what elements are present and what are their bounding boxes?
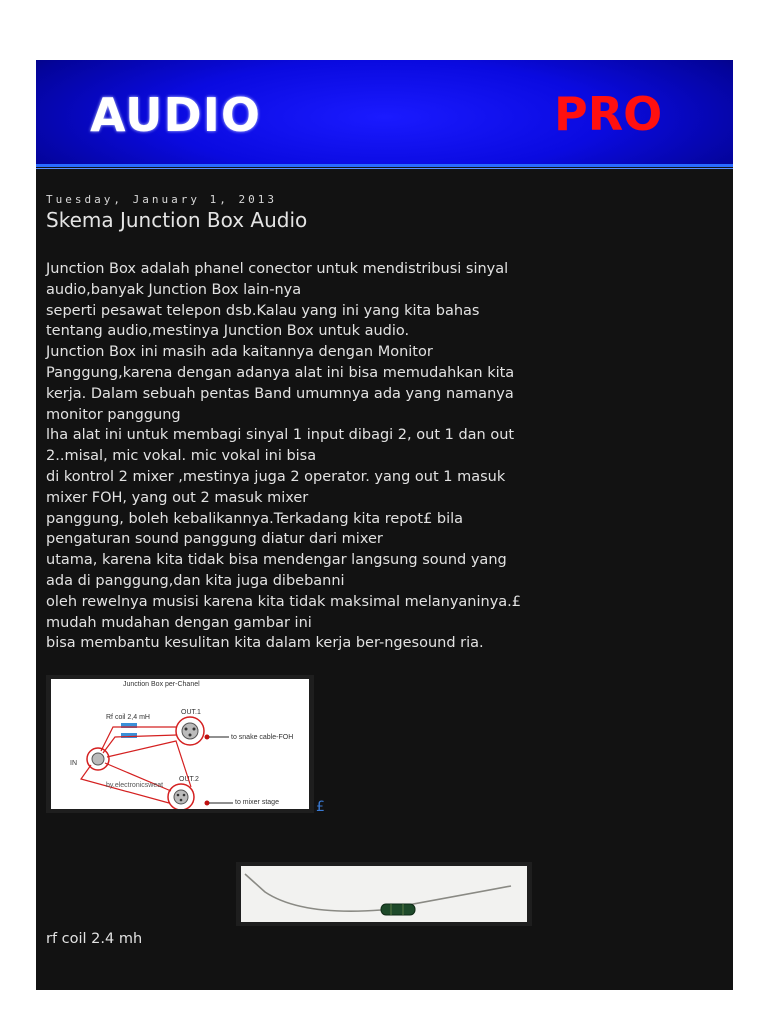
diagram-title: Junction Box per-Chanel bbox=[123, 681, 200, 688]
diagram-credit: by.electronicsweat bbox=[106, 782, 164, 789]
diagram-rf-coil-label: Rf coil 2,4 mH bbox=[106, 714, 150, 721]
post-line: lha alat ini untuk membagi sinyal 1 input dibagi 2, out 1 dan out bbox=[46, 427, 515, 444]
header-banner bbox=[36, 60, 733, 164]
post-line: kerja. Dalam sebuah pentas Band umumnya ada yang namanya bbox=[46, 385, 514, 402]
rf-coil-icon bbox=[241, 866, 527, 922]
junction-box-diagram bbox=[51, 679, 309, 809]
post-line: oleh rewelnya musisi karena kita tidak maksimal melanyaninya.£ bbox=[46, 593, 522, 610]
rf-coil-photo[interactable] bbox=[236, 862, 532, 926]
post-line: pengaturan sound panggung diatur dari mixer bbox=[46, 531, 383, 548]
post-line: Panggung,karena dengan adanya alat ini bisa memudahkan kita bbox=[46, 364, 515, 381]
post-line: tentang audio,mestinya Junction Box untuk audio. bbox=[46, 323, 410, 340]
post-line: audio,banyak Junction Box lain-nya bbox=[46, 281, 302, 298]
post-title[interactable]: Skema Junction Box Audio bbox=[46, 208, 308, 232]
post-line: Junction Box adalah phanel conector untuk mendistribusi sinyal bbox=[46, 261, 509, 277]
post-line: 2..misal, mic vokal. mic vokal ini bisa bbox=[46, 448, 317, 465]
post-line: Junction Box ini masih ada kaitannya dengan Monitor bbox=[46, 344, 433, 361]
rf-coil-caption: rf coil 2.4 mh bbox=[46, 931, 143, 947]
post-line: mixer FOH, yang out 2 masuk mixer bbox=[46, 489, 309, 506]
diagram-stage-label: to mixer stage bbox=[235, 799, 279, 806]
image-link[interactable]: £ bbox=[316, 799, 325, 815]
diagram-out1-label: OUT.1 bbox=[181, 709, 201, 716]
post-line: monitor panggung bbox=[46, 406, 181, 423]
post-body bbox=[46, 259, 546, 654]
junction-box-diagram-image[interactable] bbox=[46, 675, 314, 813]
post-line: ada di panggung,dan kita juga dibebanni bbox=[46, 572, 345, 589]
header-divider bbox=[36, 164, 733, 167]
post-line: mudah mudahan dengan gambar ini bbox=[46, 614, 312, 631]
logo-pro[interactable]: PRO bbox=[554, 87, 663, 141]
diagram-foh-label: to snake cable-FOH bbox=[231, 734, 294, 741]
post-line: di kontrol 2 mixer ,mestinya juga 2 operator. yang out 1 masuk bbox=[46, 468, 506, 485]
header-divider-thin bbox=[36, 168, 733, 169]
post-line: seperti pesawat telepon dsb.Kalau yang ini yang kita bahas bbox=[46, 302, 480, 319]
diagram-out2-label: OUT.2 bbox=[179, 776, 199, 783]
post-date: Tuesday, January 1, 2013 bbox=[46, 193, 277, 206]
post-line: utama, karena kita tidak bisa mendengar langsung sound yang bbox=[46, 552, 507, 569]
page-frame bbox=[36, 60, 733, 990]
post-line: panggung, boleh kebalikannya.Terkadang kita repot£ bila bbox=[46, 510, 464, 527]
post-line: bisa membantu kesulitan kita dalam kerja ber-ngesound ria. bbox=[46, 635, 484, 652]
logo-audio[interactable]: AUDIO bbox=[90, 88, 261, 142]
diagram-in-label: IN bbox=[70, 760, 77, 767]
